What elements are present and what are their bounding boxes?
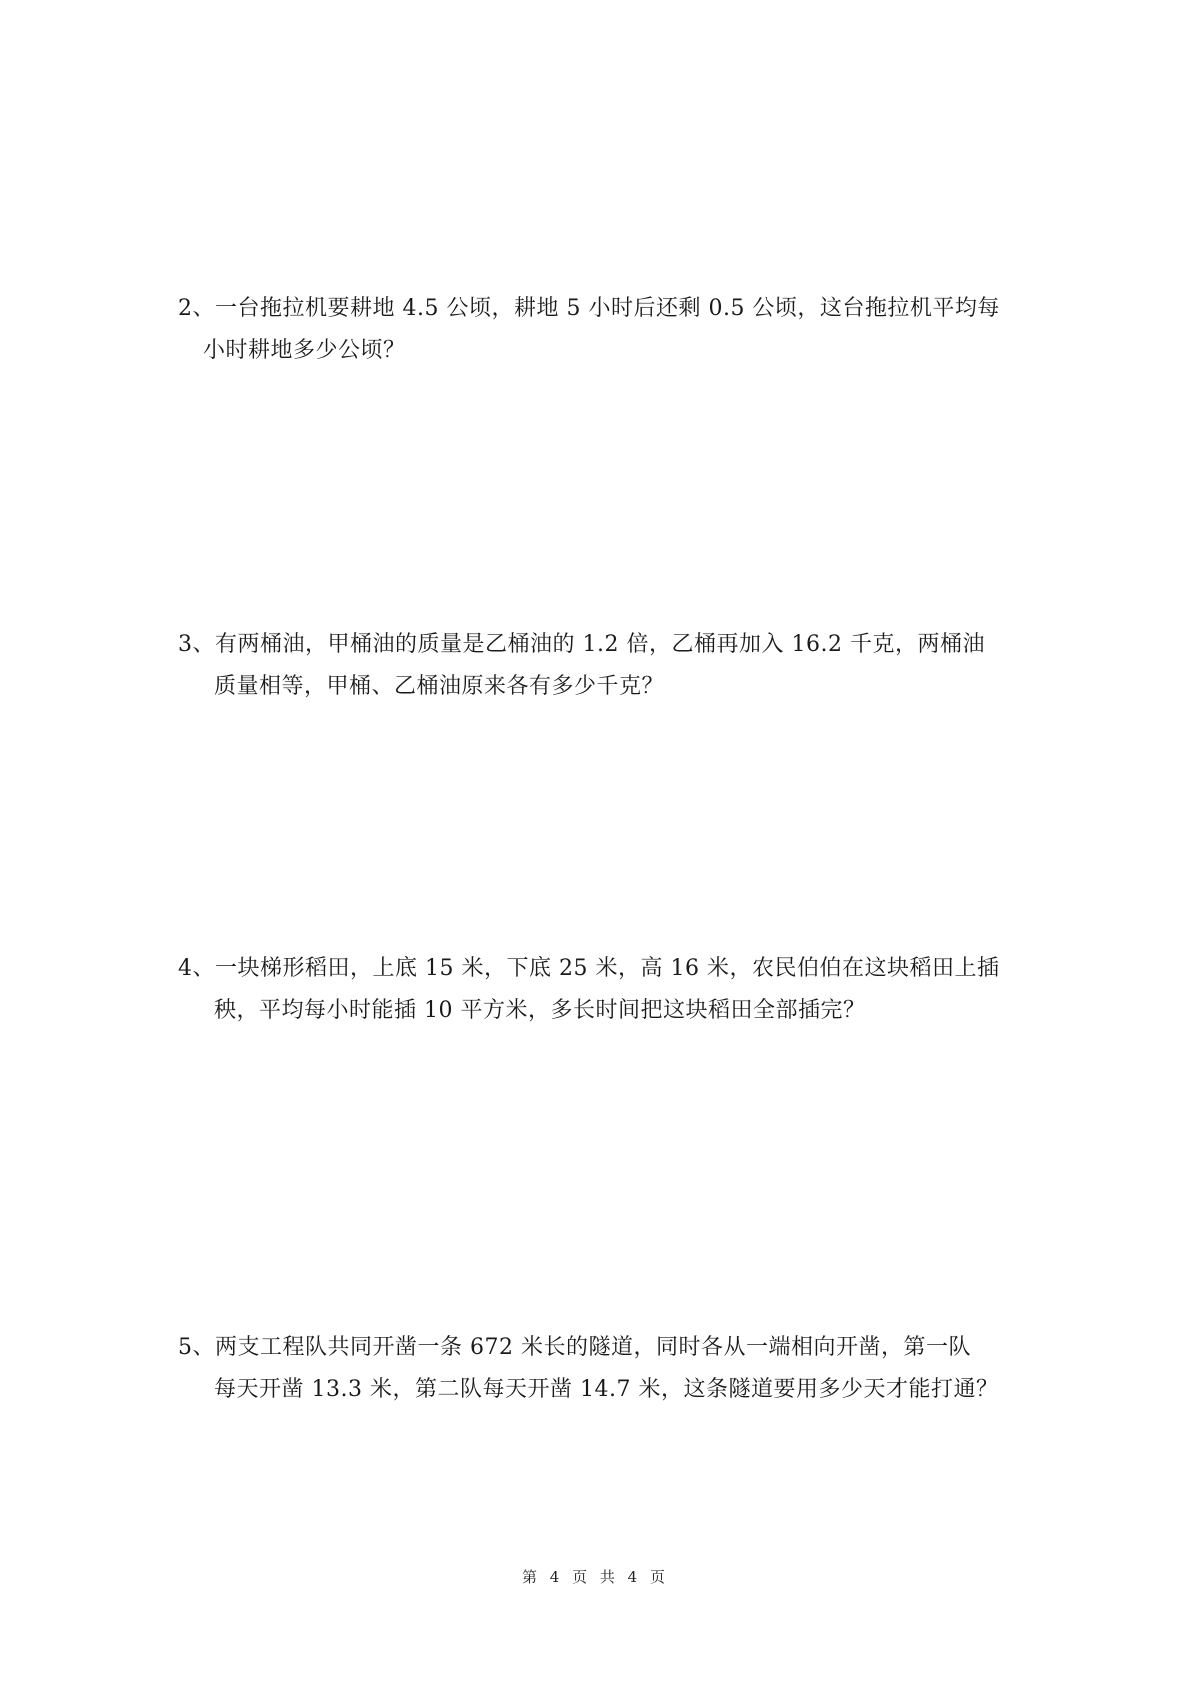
question-2-line-1: 2、一台拖拉机要耕地 4.5 公顷，耕地 5 小时后还剩 0.5 公顷，这台拖拉机平均每 [178, 296, 1000, 321]
question-4-line-1: 4、一块梯形稻田，上底 15 米，下底 25 米，高 16 米，农民伯伯在这块稻田上插 [178, 956, 1000, 981]
question-5-line-1: 5、两支工程队共同开凿一条 672 米长的隧道，同时各从一端相向开凿，第一队 [178, 1335, 971, 1360]
question-3-line-1: 3、有两桶油，甲桶油的质量是乙桶油的 1.2 倍，乙桶再加入 16.2 千克，两桶油 [178, 632, 985, 657]
question-3 [178, 624, 1018, 708]
question-2 [178, 288, 1018, 372]
question-2-line-2: 小时耕地多少公顷？ [203, 338, 406, 363]
question-5-line-2: 每天开凿 13.3 米，第二队每天开凿 14.7 米，这条隧道要用多少天才能打通？ [214, 1377, 999, 1402]
question-4-line-2: 秧，平均每小时能插 10 平方米，多长时间把这块稻田全部插完？ [214, 998, 866, 1023]
question-5 [178, 1327, 1018, 1411]
page-number-footer: 第 4 页 共 4 页 [522, 1568, 669, 1586]
question-3-line-2: 质量相等，甲桶、乙桶油原来各有多少千克？ [214, 674, 665, 699]
question-4 [178, 948, 1018, 1032]
